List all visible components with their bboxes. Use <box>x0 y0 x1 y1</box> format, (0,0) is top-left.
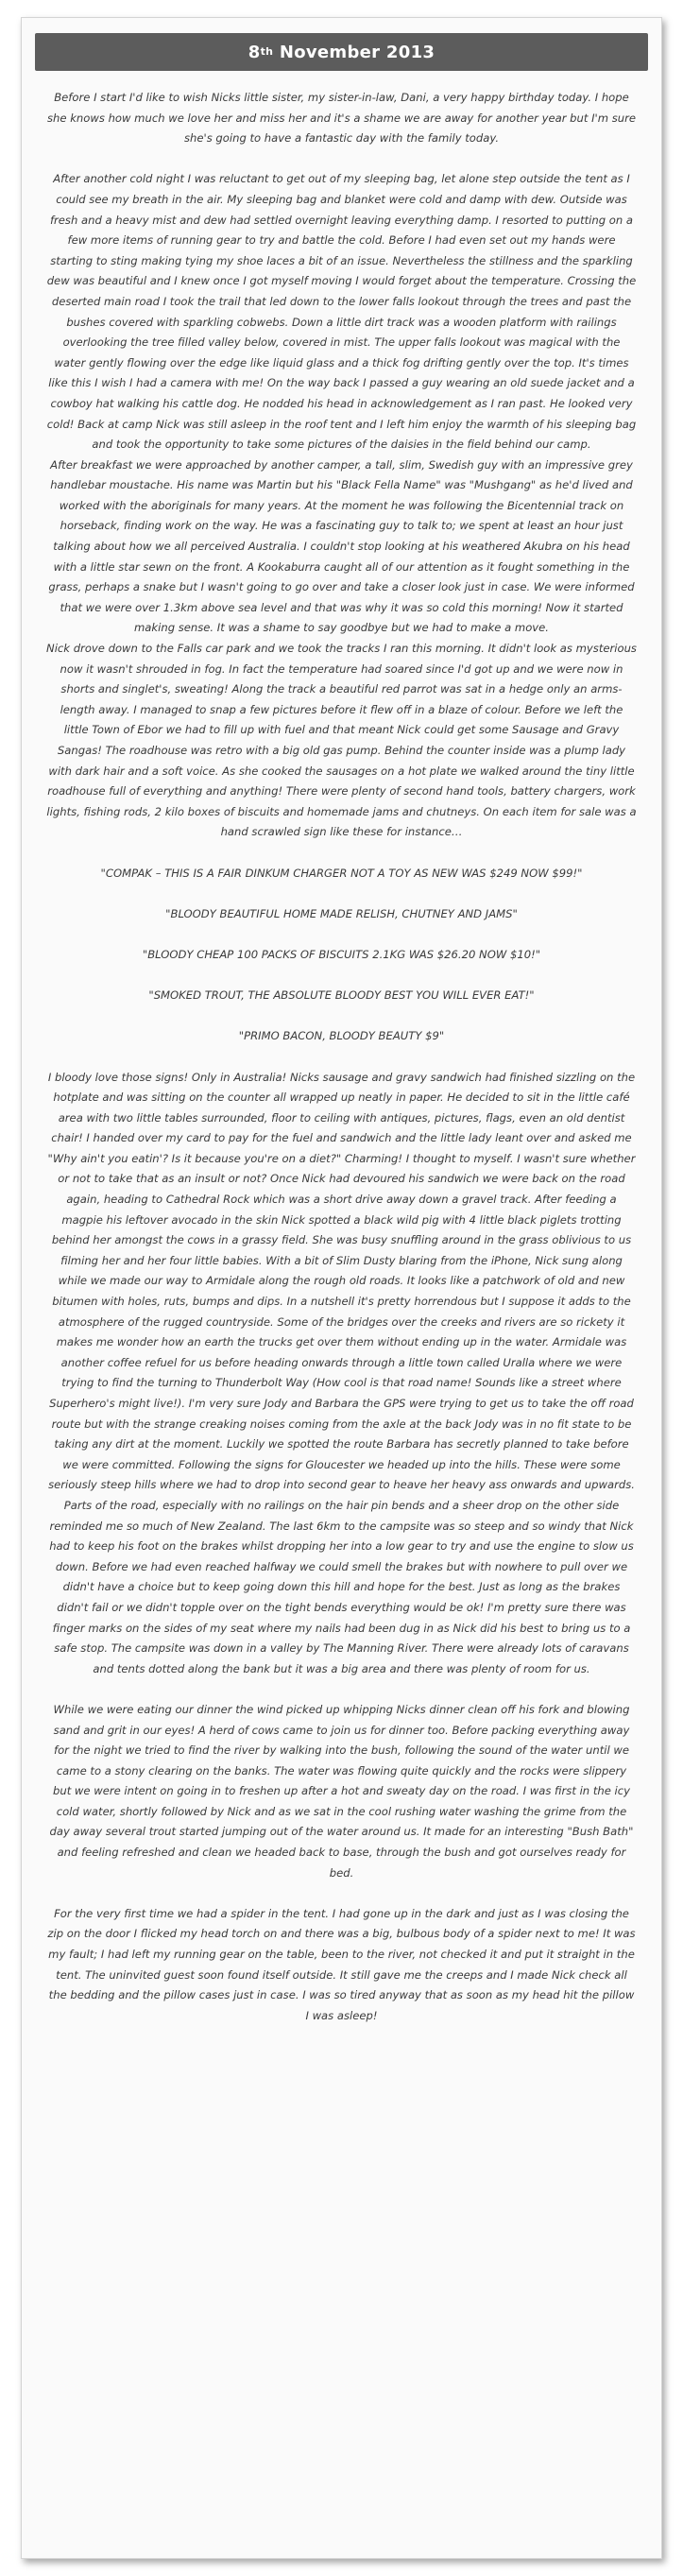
sign-quote: "BLOODY BEAUTIFUL HOME MADE RELISH, CHUTNEY AND JAMS" <box>165 906 518 920</box>
paragraph-signs-and-drive: I bloody love those signs! Only in Australia! Nicks sausage and gravy sandwich had finished sizzling on the hotplate and was sitting on the counter all wrapped up neatly in paper. He decided to sit in the little café area with two little tables surrounded, floor to ceiling with antiques, pictures, flags, even an old dentist chair! I handed over my card to pay for the fuel and sandwich and the little lady leant over and asked me "Why ain't you eatin'? Is it because you're on a diet?" Charming! I thought to myself. I wasn't sure whether or not to take that as an insult or not? Once Nick had devoured his sandwich we were back on the road again, heading to Cathedral Rock which was a short drive away down a gravel track. After feeding a magpie his leftover avocado in the skin Nick spotted a black wild pig with 4 little black piglets trotting behind her amongst the cows in a grassy field. She was busy snuffling around in the grass oblivious to us filming her and her four little babies. With a bit of Slim Dusty blaring from the iPhone, Nick sung along while we made our way to Armidale along the rough old roads. It looks like a patchwork of old and new bitumen with holes, ruts, bumps and dips. In a nutshell it's pretty horrendous but I suppose it adds to the atmosphere of the rugged countryside. Some of the bridges over the creeks and rivers are so rickety it makes me wonder how an earth the trucks get over them without ending up in the water. Armidale was another coffee refuel for us before heading onwards through a little town called Uralla where we were trying to find the turning to Thunderbolt Way (How cool is that road name! Sounds like a street where Superhero's might live!). I'm very sure Jody and Barbara the GPS were trying to get us to take the off road route but with the strange creaking noises coming from the axle at the back Jody was in no fit state to be taking any dirt at the moment. Luckily we spotted the route Barbara has secretly planned to take before we were committed. Following the signs for Gloucester we headed up into the hills. These were some seriously steep hills where we had to drop into second gear to heave her heavy ass onwards and upwards. Parts of the road, especially with no railings on the hair pin bends and a sheer drop on the other side reminded me so much of New Zealand. The last 6km to the campsite was so steep and so windy that Nick had to keep his foot on the brakes whilst dropping her into a low gear to try and use the engine to slow us down. Before we had even reached halfway we could smell the brakes but with nowhere to pull over we didn't have a choice but to keep going down this hill and hope for the best. Just as long as the brakes didn't fail or we didn't topple over on the tight bends everything would be ok! I'm pretty sure there was finger marks on the sides of my seat where my nails had been dug in as Nick did his best to bring us to a safe stop. The campsite was down in a valley by The Manning River. There were already lots of caravans and tents dotted along the bank but it was a big area and there was plenty of room for us. <box>47 1070 636 1675</box>
paragraph-birthday: Before I start I'd like to wish Nicks little sister, my sister-in-law, Dani, a very happy birthday today. I hope she knows how much we love her and miss her and it's a shame we are away for another year but I'm sure she's going to have a fantastic day with the family today. <box>47 91 636 146</box>
journal-paper <box>21 17 662 2559</box>
paragraph-spider: For the very first time we had a spider in the tent. I had gone up in the dark and just as I was closing the zip on the door I flicked my head torch on and there was a big, bulbous body of a spider next to me! It was my fault; I had left my running gear on the table, been to the river, not checked it and put it straight in the tent. The uninvited guest soon found itself outside. It still gave me the creeps and I made Nick check all the bedding and the pillow cases just in case. I was so tired anyway that as soon as my head hit the pillow I was asleep! <box>47 1906 636 2022</box>
date-title-bar: 8 th November 2013 <box>35 33 648 71</box>
paragraph-dinner-and-river: While we were eating our dinner the wind picked up whipping Nicks dinner clean off his fork and blowing sand and grit in our eyes! A herd of cows came to join us for dinner too. Before packing everything away for the night we tried to find the river by walking into the bush, following the sound of the water until we came to a stony clearing on the banks. The water was flowing quite quickly and the rocks were slippery but we were intent on going in to freshen up after a hot and sweaty day on the road. I was first in the icy cold water, shortly followed by Nick and as we sat in the cool rushing water washing the grime from the day away several trout started jumping out of the water around us. It made for an interesting "Bush Bath" and feeling refreshed and clean we headed back to base, through the bush and got ourselves ready for bed. <box>49 1702 634 1880</box>
journal-body <box>22 71 661 2026</box>
date-day: 8 <box>248 42 261 62</box>
sign-quote: "SMOKED TROUT, THE ABSOLUTE BLOODY BEST YOU WILL EVER EAT!" <box>148 988 535 1003</box>
paragraph-falls-and-roadhouse: Nick drove down to the Falls car park and we took the tracks I ran this morning. It didn't look as mysterious now it wasn't shrouded in fog. In fact the temperature had soared since I'd got up and we were now in shorts and singlet's, sweating! Along the track a beautiful red parrot was sat in a hedge only an arms-length away. I managed to snap a few pictures before it flew off in a blaze of colour. Before we left the little Town of Ebor we had to fill up with fuel and that meant Nick could get some Sausage and Gravy Sangas! The roadhouse was retro with a big old gas pump. Behind the counter inside was a plump lady with dark hair and a soft voice. As she cooked the sausages on a hot plate we walked around the tiny little roadhouse full of everything and anything! There were plenty of second hand tools, battery chargers, work lights, fishing rods, 2 kilo boxes of biscuits and homemade jams and chutneys. On each item for sale was a hand scrawled sign like these for instance… <box>46 642 637 839</box>
date-month-year: November 2013 <box>279 42 435 62</box>
sign-quote: "PRIMO BACON, BLOODY BEAUTY $9" <box>238 1029 445 1043</box>
paragraph-after-breakfast: After breakfast we were approached by another camper, a tall, slim, Swedish guy with an impressive grey handlebar moustache. His name was Martin but his "Black Fella Name" was "Mushgang" as he'd lived and worked with the aboriginals for many years. At the moment he was following the Bicentennial track on horseback, finding work on the way. He was a fascinating guy to talk to; we spent at least an hour just talking about how we all perceived Australia. I couldn't stop looking at his weathered Akubra on his head with a little star sewn on the front. A Kookaburra caught all of our attention as it fought something in the grass, perhaps a snake but I wasn't going to go over and take a closer look just in case. We were informed that we were over 1.3km above sea level and that was why it was so cold this morning! Now it started making sense. It was a shame to say goodbye but we had to make a move. <box>48 457 635 635</box>
sign-quote: "COMPAK – THIS IS A FAIR DINKUM CHARGER NOT A TOY AS NEW WAS $249 NOW $99!" <box>100 866 583 880</box>
sign-quote: "BLOODY CHEAP 100 PACKS OF BISCUITS 2.1KG WAS $26.20 NOW $10!" <box>142 947 541 961</box>
paragraph-morning-run: After another cold night I was reluctant to get out of my sleeping bag, let alone step outside the tent as I could see my breath in the air. My sleeping bag and blanket were cold and damp with dew. Outside was fresh and a heavy mist and dew had settled overnight leaving everything damp. I resorted to putting on a few more items of running gear to try and battle the cold. Before I had even set out my hands were starting to sting making tying my shoe laces a bit of an issue. Nevertheless the stillness and the sparkling dew was beautiful and I knew once I got myself moving I would forget about the temperature. Crossing the deserted main road I took the trail that led down to the lower falls lookout through the trees and past the bushes covered with sparkling cobwebs. Down a little dirt track was a wooden platform with railings overlooking the tree filled valley below, covered in mist. The upper falls lookout was magical with the water gently flowing over the edge like liquid glass and a thick fog drifting gently over the top. It's times like this I wish I had a camera with me! On the way back I passed a guy wearing an old suede jacket and a cowboy hat walking his cattle dog. He nodded his head in acknowledgement as I ran past. He looked very cold! Back at camp Nick was still asleep in the roof tent and I left him enjoy the warmth of his sleeping bag and took the opportunity to take some pictures of the daisies in the field behind our camp. <box>46 172 637 452</box>
